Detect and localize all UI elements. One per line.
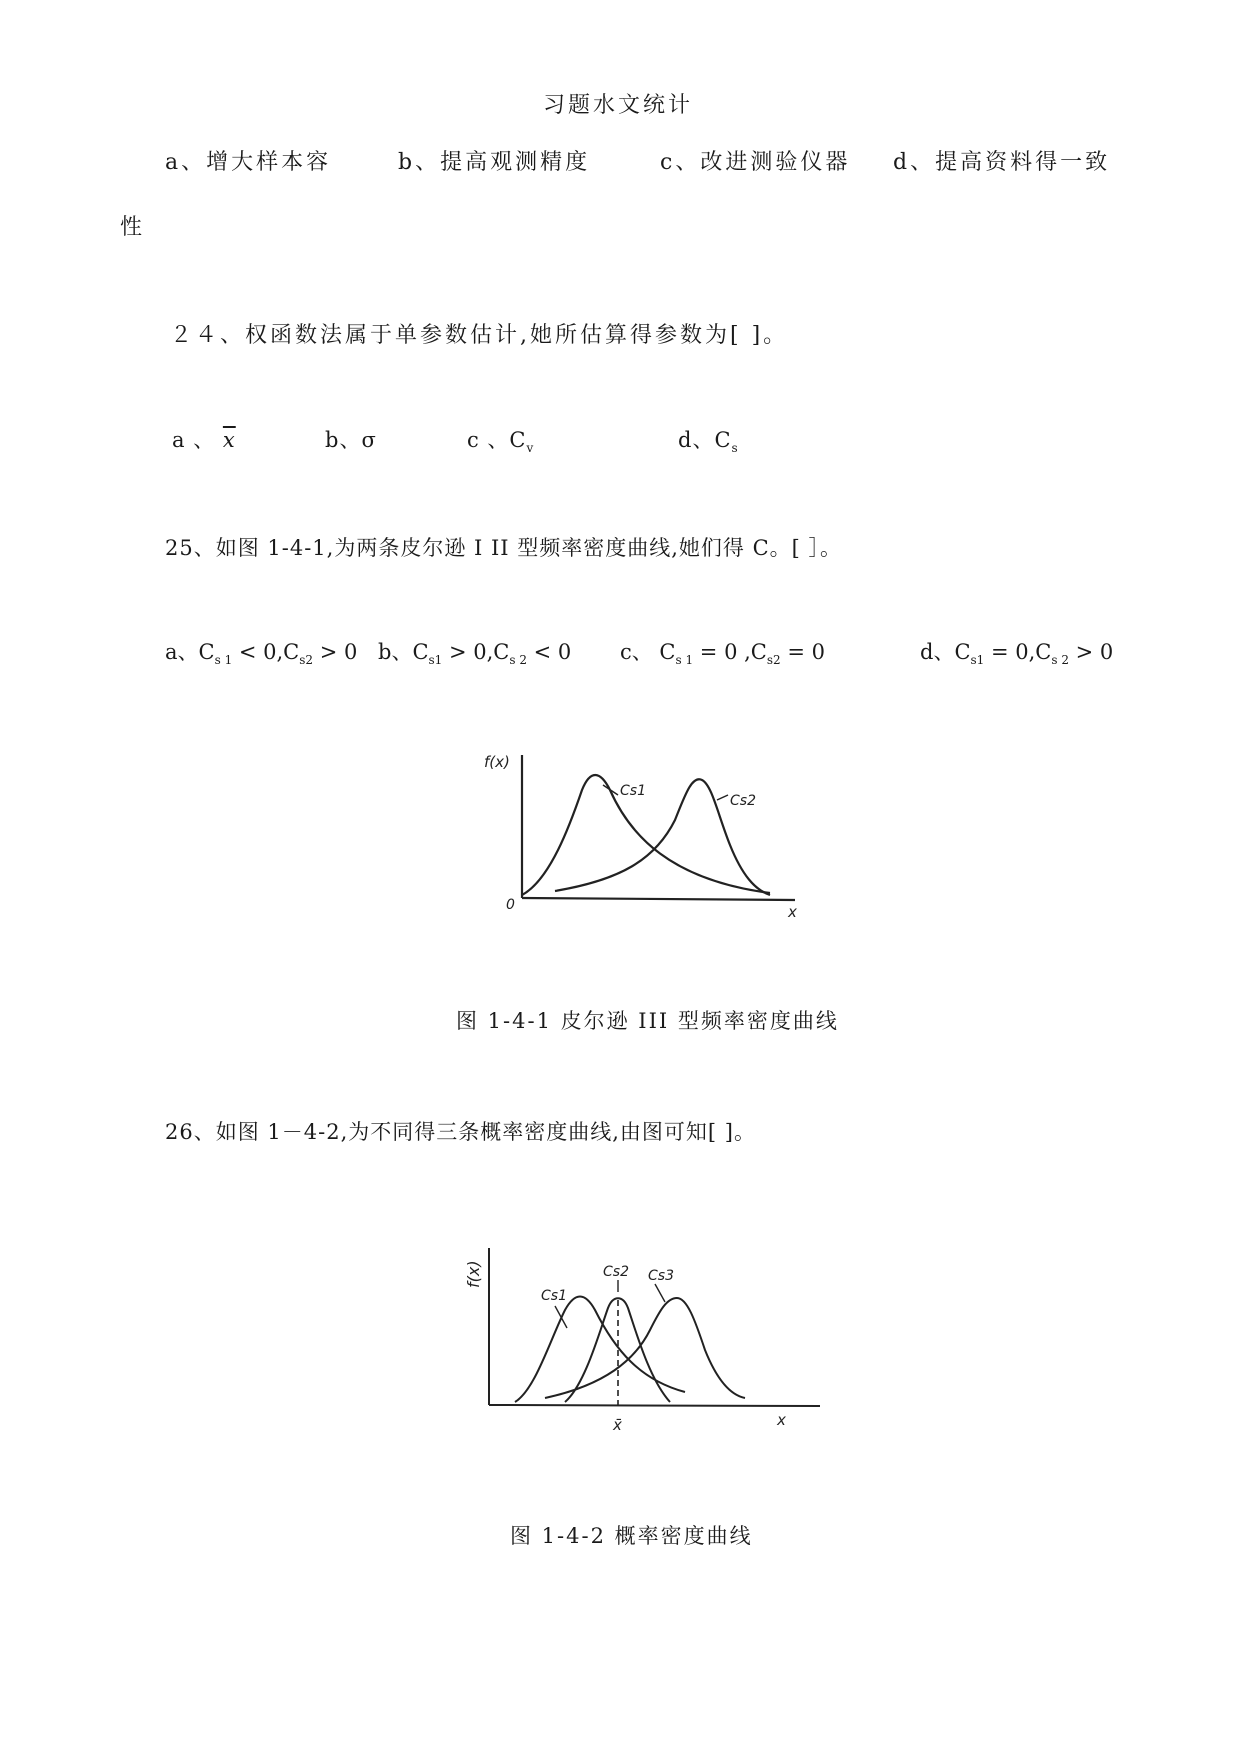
curve-cs3: [545, 1298, 745, 1398]
cs2-label: Cs2: [730, 793, 756, 809]
y-axis-label: f(x): [484, 753, 510, 771]
q25-d-label: d、C: [920, 640, 971, 664]
q23-option-a: a、增大样本容: [165, 150, 332, 175]
q24-a-prefix: a 、: [172, 428, 216, 452]
sub: s 1: [214, 653, 233, 667]
cs1-label: Cs1: [620, 783, 646, 799]
sub: s2: [299, 653, 314, 667]
cs-subscript: s: [731, 441, 739, 455]
sub: s2: [766, 653, 781, 667]
q24-d-prefix: d、C: [678, 428, 732, 452]
page-title: 习题水文统计: [543, 93, 694, 118]
x-axis-label: x: [788, 903, 797, 921]
cv-subscript: v: [526, 441, 535, 455]
q25-d-end: > 0: [1068, 640, 1114, 664]
x-axis: [489, 1405, 820, 1406]
q25-a-mid: < 0,C: [232, 640, 300, 664]
q25-option-d: [920, 636, 1113, 667]
x-axis-label: x: [777, 1411, 786, 1429]
xbar-symbol: $\overline{x}$: [222, 428, 236, 452]
xbar-label: x̄: [613, 1416, 622, 1434]
q25-a-end: > 0: [313, 640, 358, 664]
sub: s 2: [1051, 653, 1069, 667]
origin-label: 0: [506, 897, 515, 913]
y-axis-label: f(x): [464, 1260, 483, 1288]
x-axis: [522, 898, 795, 900]
cs2-label: Cs2: [603, 1264, 629, 1280]
figure-1-4-2: [455, 1240, 835, 1440]
q24-option-b: [325, 424, 377, 454]
q26-stem: 26、如图 1－4-2,为不同得三条概率密度曲线,由图可知[ ]。: [165, 1120, 756, 1144]
q23-option-d-wrap: 性: [120, 215, 146, 240]
figure-1-4-1: [470, 745, 810, 925]
q25-c-mid: = 0 ,C: [693, 640, 767, 664]
q23-option-d: d、提高资料得一致: [893, 150, 1111, 175]
q24-option-a: [172, 424, 236, 454]
q24-stem: ２４、权函数法属于单参数估计,她所估算得参数为[ ]。: [170, 323, 789, 348]
q25-option-a: [165, 636, 357, 667]
cs1-label: Cs1: [541, 1288, 567, 1304]
q23-option-b: b、提高观测精度: [398, 150, 591, 175]
q25-c-end: = 0: [780, 640, 825, 664]
q25-b-mid: > 0,C: [442, 640, 510, 664]
q25-c-label: c、 C: [620, 640, 676, 664]
cs2-leader: [717, 795, 728, 800]
cs3-leader: [655, 1284, 665, 1302]
q23-option-c: c、改进测验仪器: [660, 150, 851, 175]
q25-b-label: b、C: [378, 640, 429, 664]
figure-1-4-1-caption: 图 1-4-1 皮尔逊 III 型频率密度曲线: [456, 1009, 839, 1033]
q24-b-prefix: b、: [325, 428, 362, 452]
q24-option-d: [678, 424, 739, 455]
q25-option-b: [378, 636, 571, 667]
sub: s1: [970, 653, 985, 667]
q25-stem: 25、如图 1-4-1,为两条皮尔逊 I II 型频率密度曲线,她们得 C。[ ］。: [165, 536, 843, 560]
q25-option-c: [620, 636, 825, 667]
sub: s 2: [509, 653, 527, 667]
q25-d-mid: = 0,C: [984, 640, 1052, 664]
q25-b-end: < 0: [526, 640, 572, 664]
sub: s1: [428, 653, 443, 667]
q25-a-label: a、C: [165, 640, 215, 664]
sub: s 1: [675, 653, 694, 667]
cs3-label: Cs3: [648, 1268, 674, 1284]
figure-1-4-2-caption: 图 1-4-2 概率密度曲线: [510, 1524, 753, 1548]
q24-option-c: [467, 424, 534, 455]
sigma-symbol: σ: [361, 428, 377, 452]
q24-c-prefix: c 、C: [467, 428, 527, 452]
